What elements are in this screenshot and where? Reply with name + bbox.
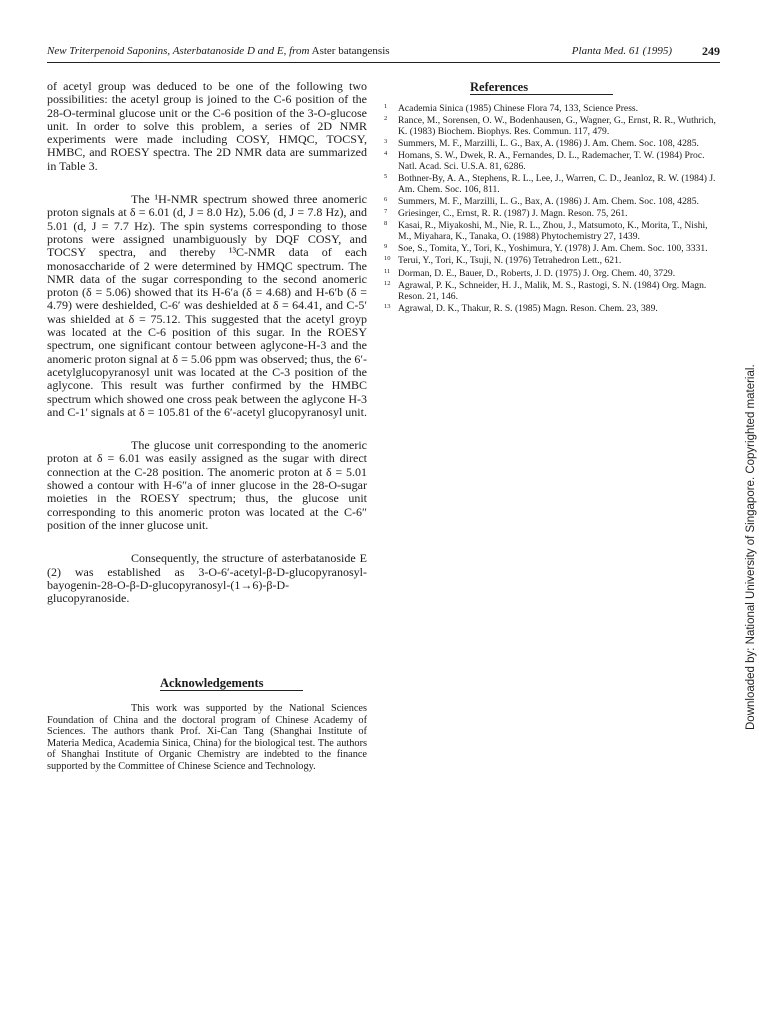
body-column: [47, 80, 367, 605]
reference-number: 13: [384, 302, 391, 310]
running-title: [47, 45, 390, 57]
reference-item: [384, 304, 718, 315]
reference-item: [384, 116, 718, 138]
acknowledgements-text: This work was supported by the National Sciences Foundation of China and the doctoral program of Chinese Academy of Sciences. The authors thank Prof. Xi-Can Tang (Shanghai Institute of Materia Medica, Academia Sinica, China) for the biological test. The authors of Shanghai Institute of Organic Chemistry are indebted to the finance supported by the Committee of Chinese Science and Technology.: [47, 703, 367, 772]
reference-item: [384, 281, 718, 303]
references-underline: [470, 94, 613, 95]
references-list: [384, 104, 718, 316]
header-divider: [47, 62, 720, 63]
reference-number: 5: [384, 173, 388, 181]
reference-item: [384, 244, 718, 255]
body-paragraph-2: The ¹H-NMR spectrum showed three anomeric proton signals at δ = 6.01 (d, J = 8.0 Hz), 5.06 (d, J = 7.8 Hz), and 5.01 (d, J = 7.7 Hz). The spin systems corresponding to those protons were assigned unambiguously by DQF COSY, and TOCSY spectra, and thereby ¹³C-NMR data of each monosaccharide of 2 were determined by HMQC spectrum. The NMR data of the sugar corresponding to the second anomeric proton (δ = 5.06) showed that its H-6′a (δ = 4.68) and H-6′b (δ = 4.79) were deshielded, C-6′ was deshielded at δ = 64.41, and C-5′ was shielded at δ = 75.12. This suggested that the acetyl groyp was located at the C-6 position of this sugar. In the ROESY spectrum, one significant contour between aglycone-H-3 and the anomeric proton signal at δ = 5.06 ppm was observed; thus, the 6′-acetylglucopyranosyl unit was located at the C-3 position of the aglycone. This result was further confirmed by the HMBC spectrum which showed one cross peak between the aglycone H-3 and C-1′ signals at δ = 105.81 of the 6′-acetyl glucopyranosyl unit.: [47, 192, 367, 419]
reference-text: Dorman, D. E., Bauer, D., Roberts, J. D. (1975) J. Org. Chem. 40, 3729.: [398, 267, 676, 279]
reference-text: Kasai, R., Miyakoshi, M., Nie, R. L., Zhou, J., Matsumoto, K., Morita, T., Nishi, M., Miyahara, K., Tanaka, O. (1988) Phytochemistry 27, 1439.: [398, 220, 708, 243]
reference-text: Agrawal, P. K., Schneider, H. J., Malik, M. S., Rastogi, S. N. (1984) Org. Magn. Reson. 21, 146.: [398, 279, 707, 302]
reference-text: Terui, Y., Tori, K., Tsuji, N. (1976) Tetrahedron Lett., 621.: [398, 255, 622, 267]
reference-item: [384, 209, 718, 220]
body-paragraph-3: The glucose unit corresponding to the anomeric proton at δ = 6.01 was easily assigned as the sugar with direct connection at the C-28 position. The anomeric proton at δ = 5.01 showed a contour with H-6″a of inner glucose in the 28-O-sugar moieties in the ROESY spectrum; thus, the glucose unit corresponding to this anomeric proton was located at the C-6″ position of the inner glucose unit.: [47, 438, 367, 532]
reference-number: 6: [384, 196, 388, 204]
reference-number: 1: [384, 103, 388, 110]
reference-item: [384, 221, 718, 243]
acknowledgements-heading: Acknowledgements: [160, 676, 264, 690]
reference-text: Bothner-By, A. A., Stephens, R. L., Lee, J., Warren, C. D., Jeanloz, R. W. (1984) J. Am. Chem. Soc. 106, 811.: [398, 173, 716, 196]
reference-item: [384, 269, 718, 280]
reference-number: 9: [384, 243, 388, 251]
journal-citation: Planta Med. 61 (1995): [571, 45, 672, 57]
reference-number: 2: [384, 115, 388, 123]
running-title-italic: New Triterpenoid Saponins, Asterbatanoside D and E, from: [47, 45, 310, 57]
reference-number: 4: [384, 150, 388, 158]
reference-item: [384, 256, 718, 267]
reference-number: 3: [384, 138, 388, 146]
reference-number: 7: [384, 208, 388, 216]
acknowledgements-underline: [160, 690, 303, 691]
reference-number: 10: [384, 255, 391, 263]
running-title-roman: Aster batangensis: [309, 45, 390, 57]
reference-item: [384, 139, 718, 150]
reference-text: Griesinger, C., Ernst, R. R. (1987) J. Magn. Reson. 75, 261.: [398, 208, 628, 220]
reference-text: Soe, S., Tomita, Y., Tori, K., Yoshimura, Y. (1978) J. Am. Chem. Soc. 100, 3331.: [398, 243, 708, 255]
reference-text: Summers, M. F., Marzilli, L. G., Bax, A. (1986) J. Am. Chem. Soc. 108, 4285.: [398, 138, 699, 150]
reference-number: 8: [384, 220, 388, 228]
reference-number: 11: [384, 267, 391, 275]
body-paragraph-4: Consequently, the structure of asterbatanoside E (2) was established as 3-O-6′-acetyl-β-D-glucopyranosyl-bayogenin-28-O-β-D-glucopyranosyl-(1→6)-β-D-glucopyranoside.: [47, 551, 367, 606]
reference-item: [384, 104, 718, 115]
reference-text: Rance, M., Sorensen, O. W., Bodenhausen, G., Wagner, G., Ernst, R. R., Wuthrich, K. (1983) Biochem. Biophys. Res. Commun. 117, 479.: [398, 115, 716, 137]
reference-item: [384, 174, 718, 196]
download-watermark: Downloaded by: National University of Singapore. Copyrighted material.: [745, 364, 757, 730]
running-header: [47, 45, 720, 63]
reference-text: Agrawal, D. K., Thakur, R. S. (1985) Magn. Reson. Chem. 23, 389.: [398, 302, 658, 314]
reference-text: Academia Sinica (1985) Chinese Flora 74, 133, Science Press.: [398, 103, 639, 114]
page-number: 249: [702, 44, 720, 58]
reference-number: 12: [384, 279, 391, 287]
reference-item: [384, 197, 718, 208]
reference-text: Summers, M. F., Marzilli, L. G., Bax, A. (1986) J. Am. Chem. Soc. 108, 4285.: [398, 196, 699, 208]
body-paragraph-1: of acetyl group was deduced to be one of the following two possibilities: the acetyl group is joined to the C-6 position of the 28-O-terminal glucose unit or the C-6 position of the 3-O-glucose unit. In order to solve this problem, a series of 2D NMR experiments were made including COSY, HMQC, TOCSY, HMBC, and ROESY spectra. The 2D NMR data are summarized in Table 3.: [47, 79, 367, 173]
references-heading: References: [470, 80, 529, 94]
reference-item: [384, 151, 718, 173]
reference-text: Homans, S. W., Dwek, R. A., Fernandes, D. L., Rademacher, T. W. (1984) Proc. Natl. Acad. Sci. U.S.A. 81, 6286.: [398, 150, 705, 173]
